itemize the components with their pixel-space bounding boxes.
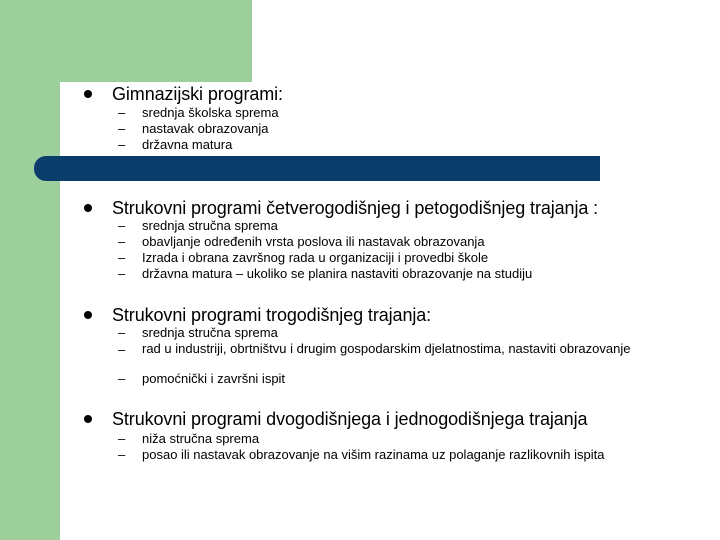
bullet-1 xyxy=(84,90,92,98)
dash: – xyxy=(118,137,126,152)
bullet-4 xyxy=(84,415,92,423)
dash: – xyxy=(118,371,126,386)
dash: – xyxy=(118,431,126,446)
dash: – xyxy=(118,218,126,233)
dash: – xyxy=(118,447,126,462)
list-item-text: pomoćnički i završni ispit xyxy=(142,371,286,386)
list-item-text: srednja stručna sprema xyxy=(142,325,278,340)
green-top-band xyxy=(60,0,252,82)
list-item-text: srednja školska sprema xyxy=(142,105,279,120)
dash: – xyxy=(118,325,126,340)
heading-strukovni-4-5: Strukovni programi četverogodišnjeg i petogodišnjeg trajanja : xyxy=(112,198,599,218)
list-item-text: Izrada i obrana završnog rada u organizaciji i provedbi škole xyxy=(142,250,489,265)
divider-bar xyxy=(34,156,600,181)
dash: – xyxy=(118,234,126,249)
dash: – xyxy=(118,250,126,265)
green-side-band xyxy=(0,0,60,540)
list-item-text: nastavak obrazovanja xyxy=(142,121,269,136)
dash: – xyxy=(118,105,126,120)
list-item-text: rad u industriji, obrtništvu i drugim gospodarskim djelatnostima, nastaviti obrazovanje xyxy=(142,341,631,356)
dash: – xyxy=(118,342,126,357)
dash: – xyxy=(118,121,126,136)
heading-gimnazijski: Gimnazijski programi: xyxy=(112,84,283,104)
list-item-text: srednja stručna sprema xyxy=(142,218,278,233)
dash: – xyxy=(118,266,126,281)
list-item-text: državna matura xyxy=(142,137,233,152)
list-item-text: niža stručna sprema xyxy=(142,431,260,446)
list-item-text: obavljanje određenih vrsta poslova ili nastavak obrazovanja xyxy=(142,234,485,249)
list-item-text: državna matura – ukoliko se planira nastaviti obrazovanje na studiju xyxy=(142,266,533,281)
bullet-2 xyxy=(84,204,92,212)
bullet-3 xyxy=(84,311,92,319)
heading-strukovni-3: Strukovni programi trogodišnjeg trajanja: xyxy=(112,305,432,325)
heading-strukovni-2-1: Strukovni programi dvogodišnjega i jednogodišnjega trajanja xyxy=(112,409,588,429)
list-item-text: posao ili nastavak obrazovanje na višim razinama uz polaganje razlikovnih ispita xyxy=(142,447,605,462)
